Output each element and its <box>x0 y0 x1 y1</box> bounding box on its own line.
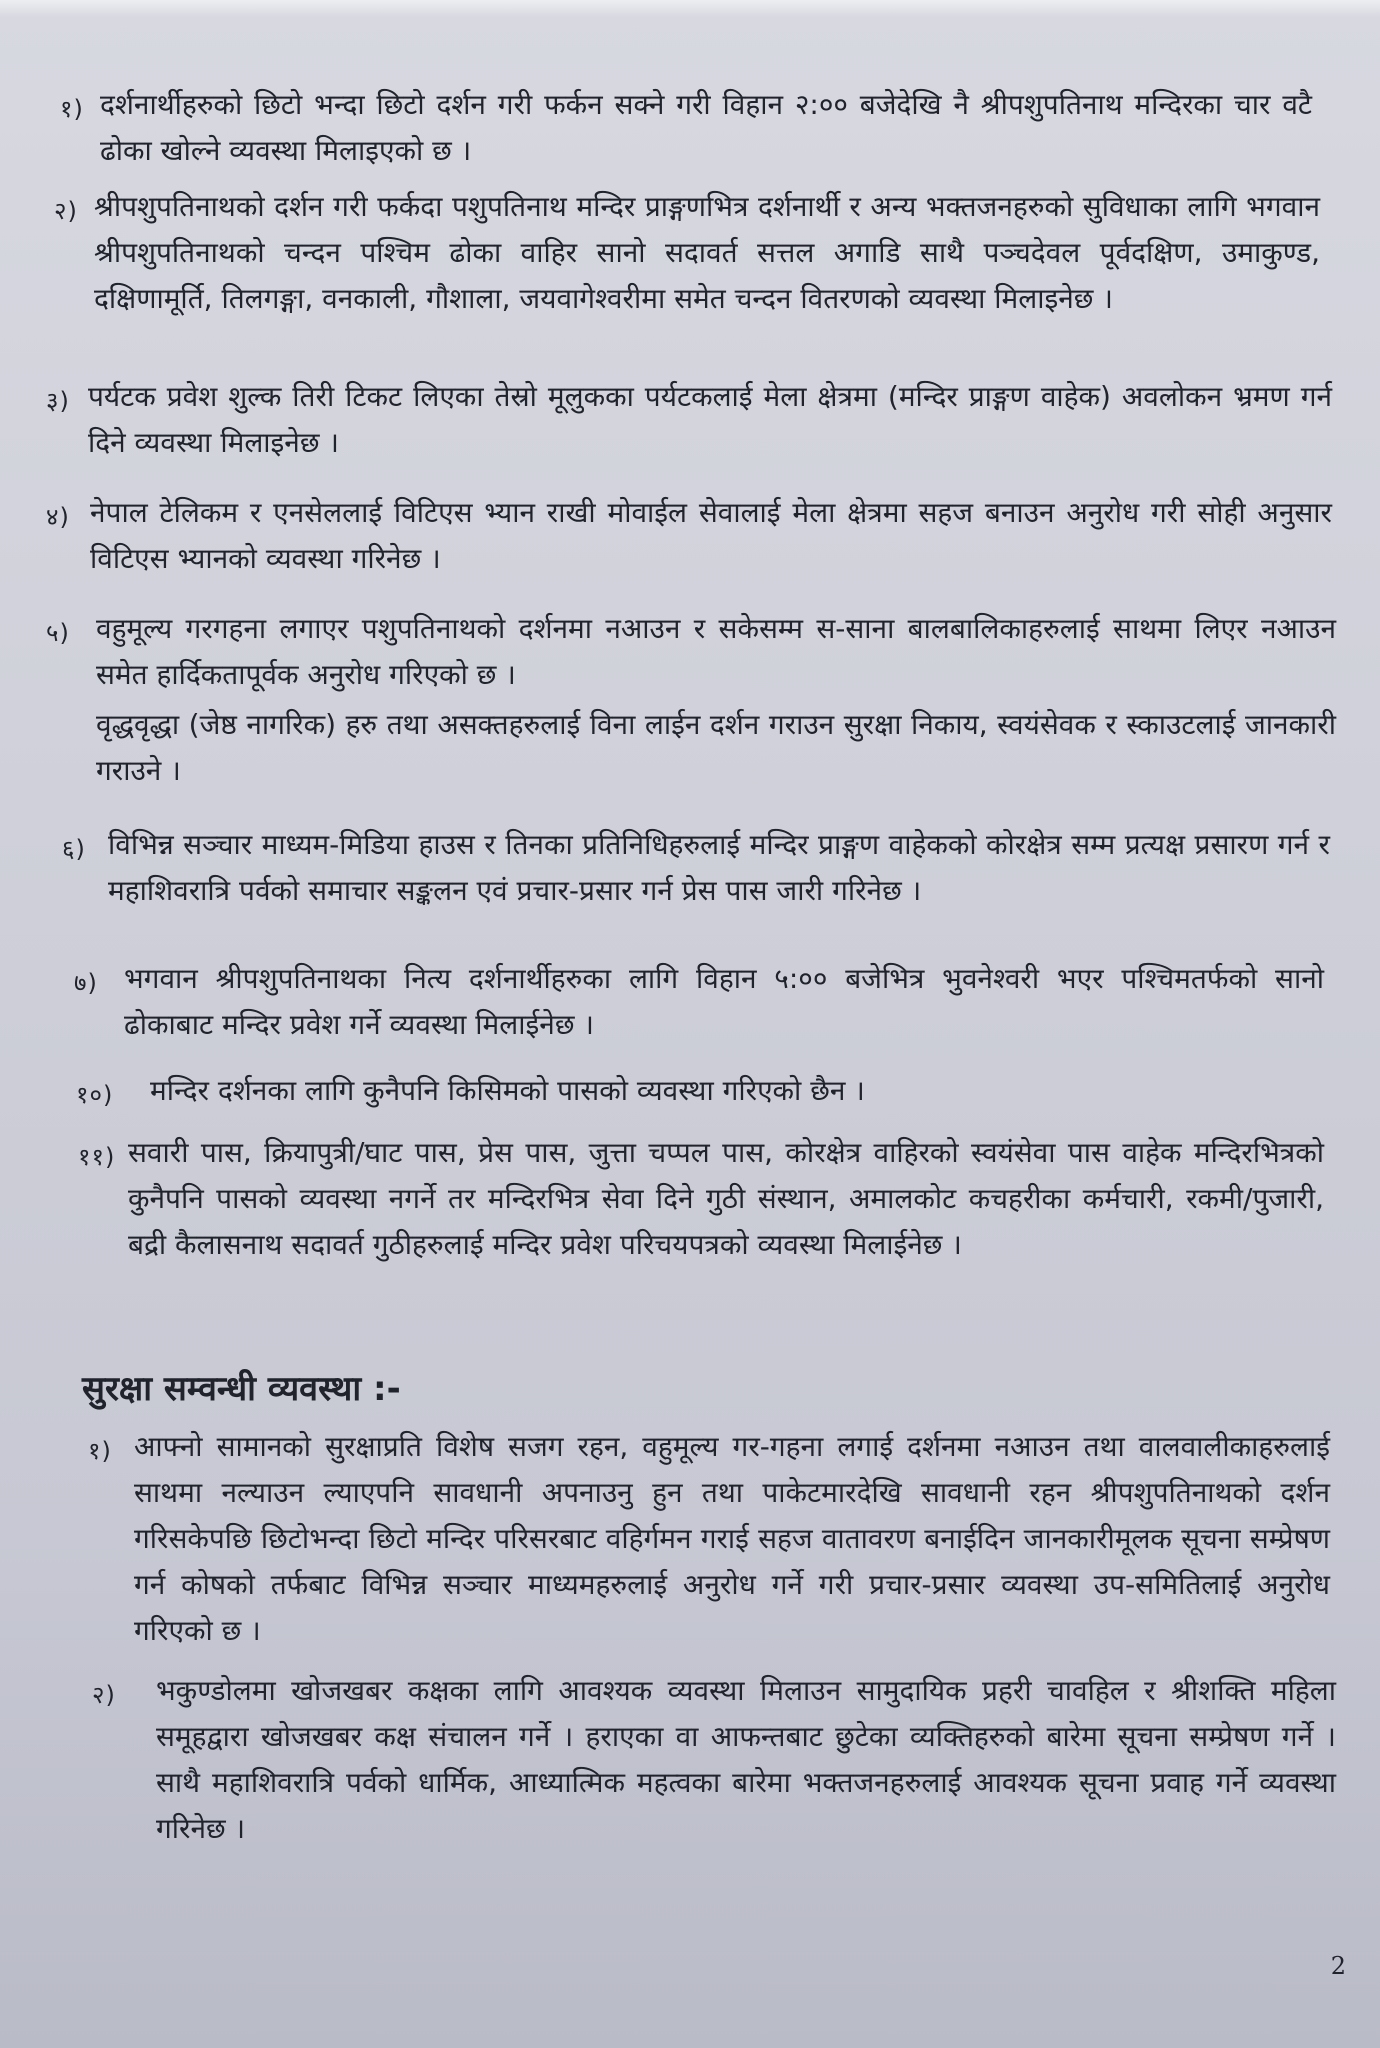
item-number: ११) <box>78 1143 116 1171</box>
item-number: २) <box>54 197 78 225</box>
item-number: ६) <box>62 835 86 863</box>
item-number: ४) <box>46 503 70 531</box>
item-text-continued: वृद्धवृद्धा (जेष्ठ नागरिक) हरु तथा असक्तहरुलाई विना लाईन दर्शन गराउन सुरक्षा निकाय, स्वयंसेवक र स्काउटलाई जानकारी गराउने । <box>96 708 1336 787</box>
item-number: १) <box>88 1437 112 1465</box>
item-number: ५) <box>46 619 70 647</box>
item-text: दर्शनार्थीहरुको छिटो भन्दा छिटो दर्शन गरी फर्कन सक्ने गरी विहान २:०० बजेदेखि नै श्रीपशुपतिनाथ मन्दिरका चार वटै ढोका खोल्ने व्यवस्था मिलाइएको छ । <box>100 88 1312 167</box>
item-text: मन्दिर दर्शनका लागि कुनैपनि किसिमको पासको व्यवस्था गरिएको छैन । <box>150 1074 865 1107</box>
item-text: पर्यटक प्रवेश शुल्क तिरी टिकट लिएका तेस्रो मूलुकका पर्यटकलाई मेला क्षेत्रमा (मन्दिर प्राङ्गण वाहेक) अवलोकन भ्रमण गर्न दिने व्यवस्था मिलाइनेछ । <box>88 380 1332 459</box>
item-number: १०) <box>76 1081 114 1109</box>
paper-top-edge <box>0 0 1380 18</box>
item-number: ७) <box>74 969 98 997</box>
item-text: सवारी पास, क्रियापुत्री/घाट पास, प्रेस पास, जुत्ता चप्पल पास, कोरक्षेत्र वाहिरको स्वयंसेवा पास वाहेक मन्दिरभित्रको कुनैपनि पासको व्यवस्था नगर्ने तर मन्दिरभित्र सेवा दिने गुठी संस्थान, अमालकोट कचहरीका कर्मचारी, रकमी/पुजारी, बद्री कैलासनाथ सदावर्त गुठीहरुलाई मन्दिर प्रवेश परिचयपत्रको व्यवस्था मिलाईनेछ । <box>128 1136 1324 1261</box>
page-number: 2 <box>1330 1952 1346 1980</box>
item-text: भगवान श्रीपशुपतिनाथका नित्य दर्शनार्थीहरुका लागि विहान ५:०० बजेभित्र भुवनेश्वरी भएर पश्चिमतर्फको सानो ढोकाबाट मन्दिर प्रवेश गर्ने व्यवस्था मिलाईनेछ । <box>124 962 1324 1041</box>
item-number: ३) <box>46 387 70 415</box>
item-text: विभिन्न सञ्चार माध्यम-मिडिया हाउस र तिनका प्रतिनिधिहरुलाई मन्दिर प्राङ्गण वाहेकको कोरक्षेत्र सम्म प्रत्यक्ष प्रसारण गर्न र महाशिवरात्रि पर्वको समाचार सङ्कलन एवं प्रचार-प्रसार गर्न प्रेस पास जारी गरिनेछ । <box>108 828 1330 907</box>
item-text: भकुण्डोलमा खोजखबर कक्षका लागि आवश्यक व्यवस्था मिलाउन सामुदायिक प्रहरी चावहिल र श्रीशक्ति महिला समूहद्वारा खोजखबर कक्ष संचालन गर्ने । हराएका वा आफन्तबाट छुटेका व्यक्तिहरुको बारेमा सूचना सम्प्रेषण गर्ने । साथै महाशिवरात्रि पर्वको धार्मिक, आध्यात्मिक महत्वका बारेमा भक्तजनहरुलाई आवश्यक सूचना प्रवाह गर्ने व्यवस्था गरिनेछ । <box>156 1674 1336 1845</box>
item-number: २) <box>92 1681 116 1709</box>
item-text: श्रीपशुपतिनाथको दर्शन गरी फर्कदा पशुपतिनाथ मन्दिर प्राङ्गणभित्र दर्शनार्थी र अन्य भक्तजनहरुको सुविधाका लागि भगवान श्रीपशुपतिनाथको चन्दन पश्चिम ढोका वाहिर सानो सदावर्त सत्तल अगाडि साथै पञ्चदेवल पूर्वदक्षिण, उमाकुण्ड, दक्षिणामूर्ति, तिलगङ्गा, वनकाली, गौशाला, जयवागेश्वरीमा समेत चन्दन वितरणको व्यवस्था मिलाइनेछ । <box>94 190 1320 315</box>
section-heading-security: सुरक्षा सम्वन्धी व्यवस्था :- <box>82 1369 401 1409</box>
item-text: वहुमूल्य गरगहना लगाएर पशुपतिनाथको दर्शनमा नआउन र सकेसम्म स-साना बालबालिकाहरुलाई साथमा लिएर नआउन समेत हार्दिकतापूर्वक अनुरोध गरिएको छ । <box>96 612 1336 691</box>
item-number: १) <box>60 95 84 123</box>
item-text: आफ्नो सामानको सुरक्षाप्रति विशेष सजग रहन, वहुमूल्य गर-गहना लगाई दर्शनमा नआउन तथा वालवालीकाहरुलाई साथमा नल्याउन ल्याएपनि सावधानी अपनाउनु हुन तथा पाकेटमारदेखि सावधानी रहन श्रीपशुपतिनाथको दर्शन गरिसकेपछि छिटोभन्दा छिटो मन्दिर परिसरबाट वहिर्गमन गराई सहज वातावरण बनाईदिन जानकारीमूलक सूचना सम्प्रेषण गर्न कोषको तर्फबाट विभिन्न सञ्चार माध्यमहरुलाई अनुरोध गर्ने गरी प्रचार-प्रसार व्यवस्था उप-समितिलाई अनुरोध गरिएको छ । <box>134 1430 1330 1647</box>
item-text: नेपाल टेलिकम र एनसेललाई विटिएस भ्यान राखी मोवाईल सेवालाई मेला क्षेत्रमा सहज बनाउन अनुरोध गरी सोही अनुसार विटिएस भ्यानको व्यवस्था गरिनेछ । <box>90 496 1332 575</box>
